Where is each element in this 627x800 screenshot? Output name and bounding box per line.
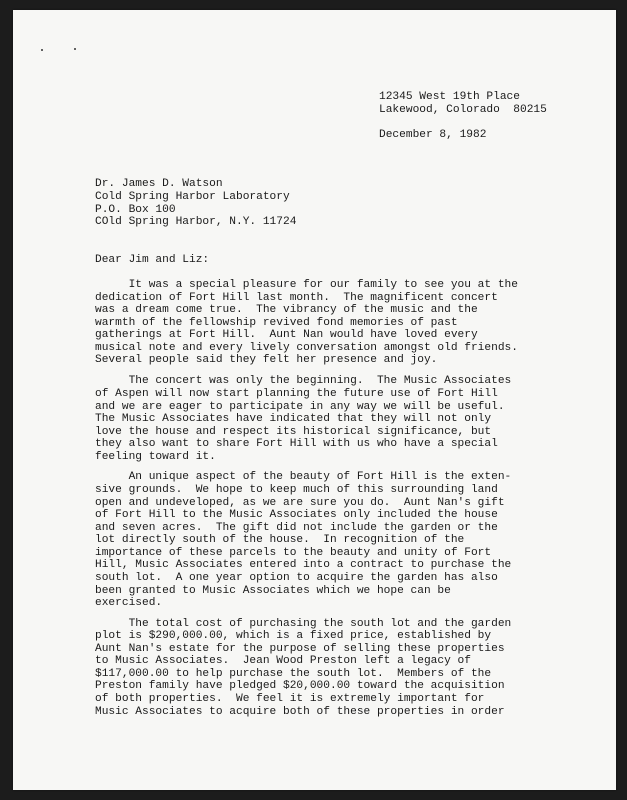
paragraph-line: open and undeveloped, as we are sure you do. Aunt Nan's gift — [95, 497, 505, 509]
paragraph-line: Several people said they felt her presence and joy. — [95, 354, 438, 366]
sender-street: 12345 West 19th Place — [379, 91, 520, 103]
salutation: Dear Jim and Liz: — [95, 254, 210, 266]
paragraph-line: plot is $290,000.00, which is a fixed price, established by — [95, 630, 492, 642]
paragraph-line: love the house and respect its historical significance, but — [95, 426, 492, 438]
paragraph-line: they also want to share Fort Hill with us who have a special — [95, 438, 498, 450]
paragraph-line: to Music Associates. Jean Wood Preston left a legacy of — [95, 655, 471, 667]
paragraph-line: Hill, Music Associates entered into a contract to purchase the — [95, 559, 512, 571]
paragraph-line: was a dream come true. The vibrancy of the music and the — [95, 304, 478, 316]
paragraph-line: $117,000.00 to help purchase the south lot. Members of the — [95, 668, 492, 680]
paragraph-line: gatherings at Fort Hill. Aunt Nan would have loved every — [95, 329, 478, 341]
paragraph-line: of Fort Hill to the Music Associates only included the house — [95, 509, 498, 521]
paragraph-line: An unique aspect of the beauty of Fort Hill is the exten- — [95, 471, 512, 483]
paragraph-line: It was a special pleasure for our family to see you at the — [95, 279, 518, 291]
letter-date: December 8, 1982 — [379, 129, 487, 141]
paragraph-line: and we are eager to participate in any way we will be useful. — [95, 401, 505, 413]
paragraph-line: lot directly south of the house. In recognition of the — [95, 534, 465, 546]
recipient-name: Dr. James D. Watson — [95, 178, 223, 190]
paragraph-line: Preston family have pledged $20,000.00 toward the acquisition — [95, 680, 505, 692]
paragraph-line: musical note and every lively conversation amongst old friends. — [95, 342, 518, 354]
recipient-city: COld Spring Harbor, N.Y. 11724 — [95, 216, 297, 228]
recipient-po-box: P.O. Box 100 — [95, 204, 176, 216]
paragraph-line: Music Associates to acquire both of these properties in order — [95, 706, 505, 718]
paragraph-line: dedication of Fort Hill last month. The magnificent concert — [95, 292, 498, 304]
paragraph-line: warmth of the fellowship revived fond memories of past — [95, 317, 458, 329]
sender-city: Lakewood, Colorado 80215 — [379, 104, 547, 116]
paragraph-line: The total cost of purchasing the south lot and the garden — [95, 618, 512, 630]
recipient-organization: Cold Spring Harbor Laboratory — [95, 191, 290, 203]
paragraph-line: Aunt Nan's estate for the purpose of selling these properties — [95, 643, 505, 655]
paragraph-line: of both properties. We feel it is extremely important for — [95, 693, 485, 705]
paragraph-line: importance of these parcels to the beauty and unity of Fort — [95, 547, 492, 559]
paragraph-line: The concert was only the beginning. The Music Associates — [95, 375, 512, 387]
paragraph-line: The Music Associates have indicated that they will not only — [95, 413, 492, 425]
paragraph-line: and seven acres. The gift did not include the garden or the — [95, 522, 498, 534]
paragraph-line: sive grounds. We hope to keep much of this surrounding land — [95, 484, 498, 496]
letter-body — [13, 10, 616, 790]
paragraph-line: feeling toward it. — [95, 451, 216, 463]
paragraph-line: south lot. A one year option to acquire the garden has also — [95, 572, 498, 584]
paragraph-line: exercised. — [95, 597, 163, 609]
paragraph-line: of Aspen will now start planning the future use of Fort Hill — [95, 388, 498, 400]
letter-page — [13, 10, 616, 790]
paragraph-line: been granted to Music Associates which we hope can be — [95, 585, 451, 597]
